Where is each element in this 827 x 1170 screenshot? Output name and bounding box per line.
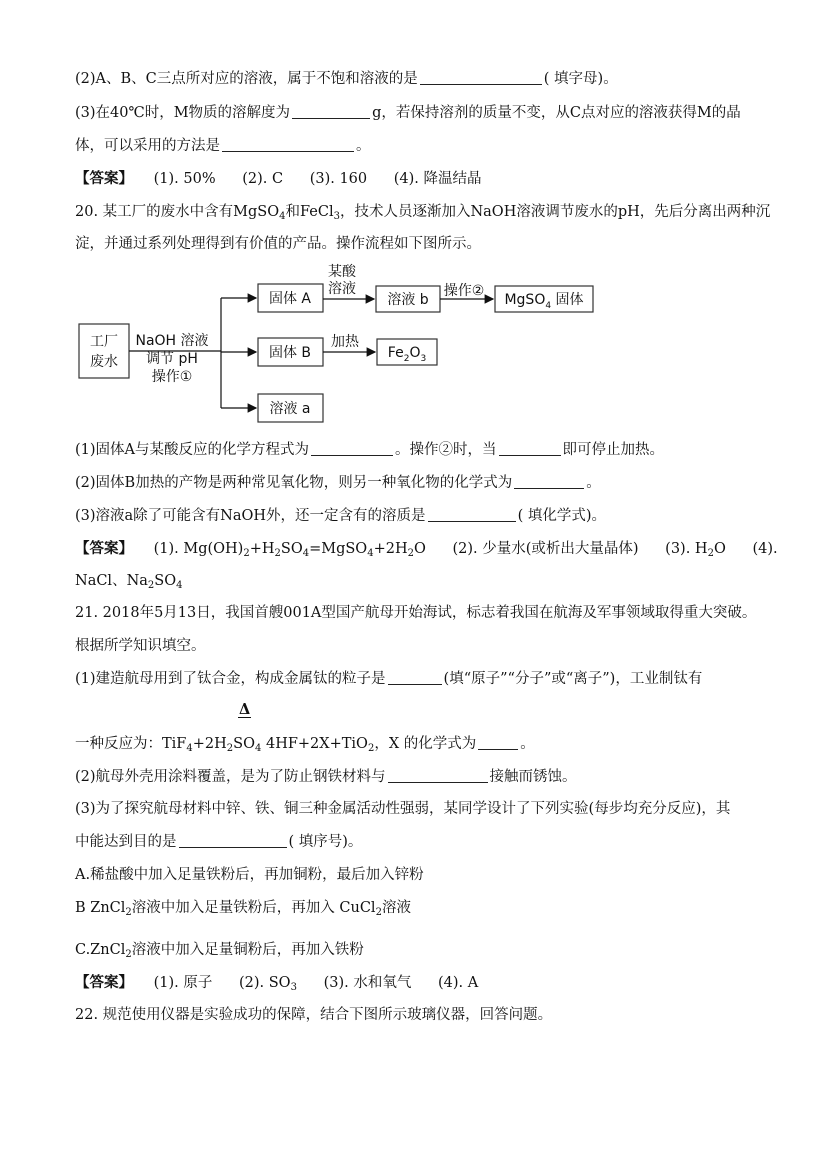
q20-part3-end: ( 填化学式)。 (517, 508, 606, 524)
q21-option-b: B ZnCl$_2$溶液中加入足量铁粉后，再加入 CuCl$_2$溶液 (75, 900, 411, 918)
q20-intro-text: 和FeCl (285, 204, 334, 220)
q20-part2-text: (2)固体B加热的产物是两种常见氧化物，则另一种氧化物的化学式为 (75, 475, 513, 491)
process-flow-diagram (75, 262, 615, 427)
q22-intro: 22. 规范使用仪器是实验成功的保障，结合下图所示玻璃仪器，回答问题。 (75, 1007, 553, 1023)
q21-part2-end: 接触而锈蚀。 (489, 769, 577, 785)
q21-part1 (75, 670, 702, 688)
q20-part2 (75, 474, 601, 492)
q19-part2 (75, 70, 618, 88)
acid-label-2: 溶液 (328, 281, 356, 297)
q20-answer-4: (4). (752, 541, 778, 557)
q19-answer (75, 170, 482, 188)
q21-answer-4: (4). A (437, 975, 479, 991)
q21-part1-end: (填“原子”“分子”或“离子”)，工业制钛有 (443, 671, 703, 687)
q20-answer-1: (1). $Mg(OH)_2+H_2SO_4=MgSO_4+2H_2O$ (153, 541, 426, 559)
q21-answer-1: (1). 原子 (153, 975, 213, 991)
reagent-label-2: 调节 pH (146, 351, 198, 367)
q21-part3: (3)为了探究航母材料中锌、铁、铜三种金属活动性强弱，某同学设计了下列实验(每步均充分反应)，其 (75, 801, 731, 817)
q19-part3 (75, 104, 741, 122)
q20-part1 (75, 441, 664, 459)
q20-answer-2: (2). 少量水(或析出大量晶体) (452, 541, 639, 557)
q19-answer-3: (3). 160 (309, 171, 368, 187)
answer-blank[interactable] (388, 670, 442, 685)
q20-intro-text: 20. 某工厂的废水中含有MgSO (75, 204, 280, 220)
solution-b-label: 溶液 b (387, 292, 429, 308)
q20-part1-text: (1)固体A与某酸反应的化学方程式为 (75, 442, 310, 458)
q21-reaction: 一种反应为：$TiF_4+2H_2SO_4$ 4HF+2X+TiO$_2$，X 的化学式为 。 (75, 736, 535, 754)
solid-a-label: 固体 A (268, 291, 312, 307)
q20-intro-2: 淀，并通过系列处理得到有价值的产品。操作流程如下图所示。 (75, 236, 481, 252)
q21-part3-cont: 中能达到目的是 ( 填序号)。 (75, 834, 363, 850)
q19-part2-tail: ( 填字母)。 (543, 71, 618, 87)
q19-part3-text: (3)在40℃时，M物质的溶解度为 (75, 105, 291, 121)
source-label-2: 废水 (90, 354, 118, 370)
answer-tag: 【答案】 (75, 170, 133, 187)
answer-blank[interactable] (478, 735, 518, 750)
q19-answer-2: (2). C (242, 171, 284, 187)
q21-intro-1: 21. 2018年5月13日，我国首艘001A型国产航母开始海试，标志着我国在航海及军事领域取得重大突破。 (75, 605, 757, 621)
answer-blank[interactable] (499, 441, 561, 456)
acid-label-1: 某酸 (328, 264, 356, 280)
subscript: 3 (333, 211, 340, 222)
q20-part2-end: 。 (586, 475, 601, 491)
q19-part3-end: 。 (356, 138, 371, 154)
source-label-1: 工厂 (90, 334, 118, 350)
q20-intro-text: ，技术人员逐渐加入NaOH溶液调节废水的pH，先后分离出两种沉 (339, 204, 771, 220)
heat-label: 加热 (331, 334, 359, 350)
q21-part1-text: (1)建造航母用到了钛合金，构成金属钛的粒子是 (75, 671, 386, 687)
heating-condition-symbol: Δ (239, 701, 251, 718)
q20-answer (75, 540, 778, 558)
q20-part3 (75, 507, 606, 525)
q20-answer-3: (3). $H_2O$ (665, 541, 726, 559)
answer-blank[interactable] (179, 833, 287, 848)
subscript: 4 (279, 211, 286, 222)
answer-blank[interactable] (222, 137, 354, 152)
operation-1-label: 操作① (151, 369, 193, 385)
q20-part3-text: (3)溶液a除了可能含有NaOH外，还一定含有的溶质是 (75, 508, 426, 524)
q19-answer-4: (4). 降温结晶 (393, 171, 482, 187)
answer-tag: 【答案】 (75, 540, 133, 557)
answer-blank[interactable] (420, 70, 542, 85)
q20-part1-end: 即可停止加热。 (562, 442, 665, 458)
answer-blank[interactable] (292, 104, 370, 119)
q20-intro-1 (75, 203, 770, 221)
answer-tag: 【答案】 (75, 974, 133, 991)
answer-blank[interactable] (514, 474, 584, 489)
q21-part2-text: (2)航母外壳用涂料覆盖，是为了防止钢铁材料与 (75, 769, 386, 785)
q21-intro-2: 根据所学知识填空。 (75, 638, 206, 654)
q21-option-a: A.稀盐酸中加入足量铁粉后，再加铜粉，最后加入锌粉 (75, 867, 424, 883)
answer-blank[interactable] (388, 768, 488, 783)
operation-2-label: 操作② (443, 283, 485, 299)
q21-answer (75, 974, 478, 992)
q19-part3-cont-text: 体，可以采用的方法是 (75, 138, 220, 154)
q21-answer-3: (3). 水和氧气 (323, 975, 412, 991)
q19-part2-text: (2)A、B、C三点所对应的溶液，属于不饱和溶液的是 (75, 71, 418, 87)
q20-answer-cont: NaCl、$Na_2SO_4$ (75, 573, 183, 591)
q19-answer-1: (1). 50% (153, 171, 216, 187)
q21-answer-2: (2). $SO_3$ (238, 975, 297, 993)
q19-part3-mid: g，若保持溶剂的质量不变，从C点对应的溶液获得M的晶 (372, 105, 741, 121)
fe2o3-label: $Fe_2O_3$ (387, 345, 427, 364)
answer-blank[interactable] (311, 441, 393, 456)
q19-part3-cont (75, 137, 371, 155)
answer-blank[interactable] (428, 507, 516, 522)
reagent-label-1: NaOH 溶液 (135, 333, 209, 349)
solution-a-label: 溶液 a (269, 401, 311, 417)
q21-part2 (75, 768, 577, 786)
q21-option-c: C.ZnCl$_2$溶液中加入足量铜粉后，再加入铁粉 (75, 942, 364, 960)
solid-b-label: 固体 B (268, 345, 312, 361)
mgso4-label: MgSO$_4$ 固体 (504, 292, 584, 311)
q20-part1-mid: 。操作②时，当 (395, 442, 497, 458)
